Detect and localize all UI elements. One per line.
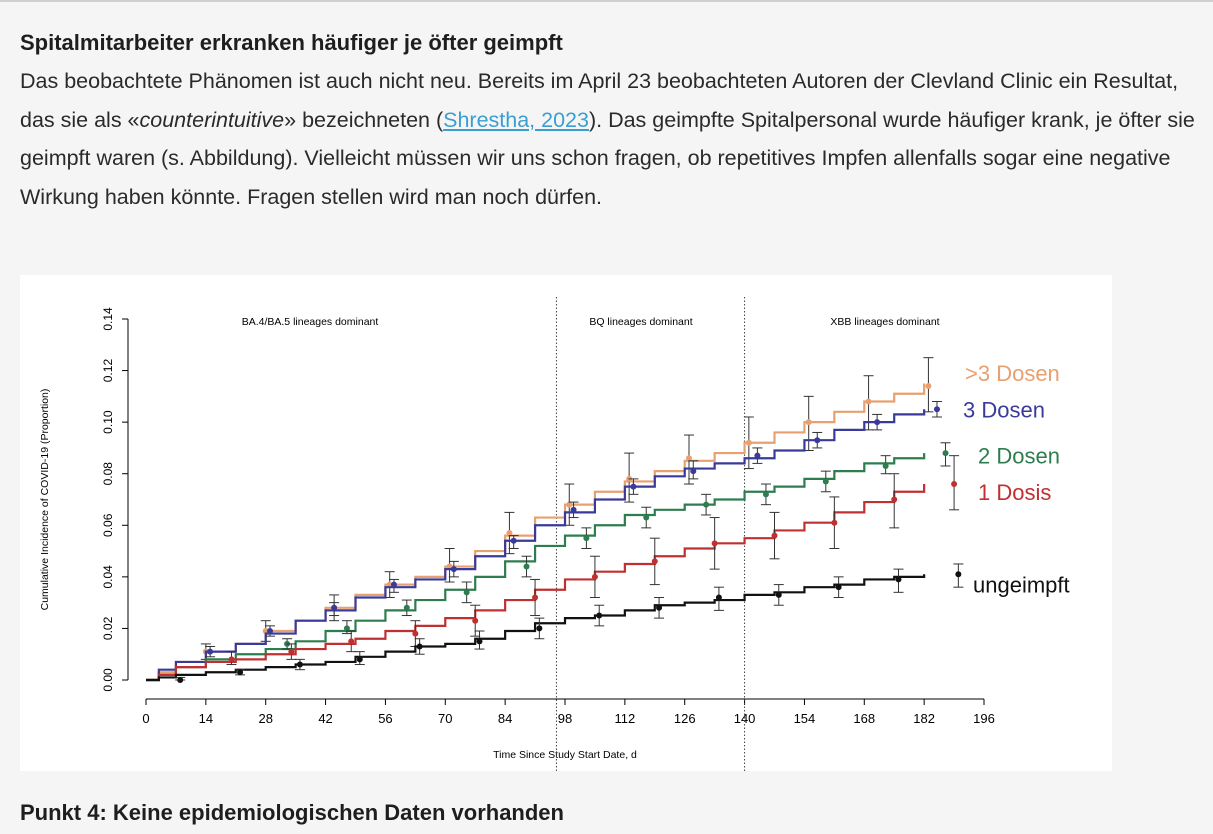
data-point: [207, 649, 213, 655]
x-tick-label: 154: [793, 711, 816, 726]
data-point: [823, 478, 829, 484]
data-point: [643, 515, 649, 521]
data-point: [288, 649, 294, 655]
x-tick-label: 98: [557, 711, 573, 726]
data-point: [754, 453, 760, 459]
section-heading: Punkt 4: Keine epidemiologischen Daten vorhanden: [20, 800, 564, 825]
data-point: [476, 638, 482, 644]
data-point: [177, 677, 183, 683]
data-point: [712, 540, 718, 546]
data-point: [404, 605, 410, 611]
series-label: 1 Dosis: [978, 479, 1052, 505]
x-tick-label: 28: [258, 711, 273, 726]
data-point: [331, 605, 337, 611]
y-tick-label: 0.06: [101, 513, 115, 537]
period-label: BQ lineages dominant: [589, 316, 693, 328]
data-point: [532, 594, 538, 600]
data-point: [716, 594, 722, 600]
data-point: [836, 584, 842, 590]
data-point: [943, 450, 949, 456]
data-point: [806, 419, 812, 425]
chart-figure: [20, 275, 1112, 771]
data-point: [951, 481, 957, 487]
data-point: [690, 468, 696, 474]
data-point: [229, 656, 235, 662]
data-point: [652, 558, 658, 564]
data-point: [571, 507, 577, 513]
top-divider: [0, 0, 1213, 2]
y-axis-title: Cumulative Incidence of COVID-19 (Proportion): [39, 388, 51, 611]
series-3: [146, 456, 959, 680]
data-point: [763, 491, 769, 497]
data-point: [451, 566, 457, 572]
data-point: [472, 618, 478, 624]
series-4: [146, 564, 963, 683]
data-point: [831, 520, 837, 526]
data-point: [267, 628, 273, 634]
data-point: [814, 437, 820, 443]
x-tick-label: 182: [913, 711, 935, 726]
data-point: [656, 605, 662, 611]
y-tick-label: 0.12: [101, 358, 115, 383]
data-point: [934, 406, 940, 412]
data-point: [772, 533, 778, 539]
x-tick-label: 196: [973, 711, 995, 726]
x-tick-label: 84: [497, 711, 513, 726]
paragraph-text-1: Das beobachtete Phänomen ist auch nicht neu. Bereits im April 23 beobachteten Autoren der Clevland Clinic ein Resultat, das sie als «: [20, 69, 1179, 132]
x-tick-label: 56: [378, 711, 393, 726]
data-point: [391, 582, 397, 588]
data-point: [955, 571, 961, 577]
y-tick-label: 0.14: [101, 307, 115, 331]
data-point: [895, 576, 901, 582]
x-tick-label: 0: [142, 711, 150, 726]
data-point: [412, 631, 418, 637]
article-heading: Spitalmitarbeiter erkranken häufiger je öfter geimpft: [20, 30, 563, 55]
x-tick-label: 42: [318, 711, 333, 726]
x-tick-label: 70: [438, 711, 453, 726]
data-point: [237, 669, 243, 675]
data-point: [297, 662, 303, 668]
y-tick-label: 0.02: [101, 616, 115, 641]
data-point: [703, 502, 709, 508]
series-label: 2 Dosen: [978, 443, 1060, 469]
x-axis-title: Time Since Study Start Date, d: [493, 749, 637, 761]
data-point: [536, 625, 542, 631]
series-label: 3 Dosen: [963, 397, 1045, 423]
data-point: [511, 538, 517, 544]
data-point: [925, 383, 931, 389]
series-label: >3 Dosen: [965, 361, 1060, 387]
data-point: [596, 613, 602, 619]
data-point: [746, 440, 752, 446]
data-point: [866, 399, 872, 405]
article: [20, 30, 1200, 216]
x-tick-label: 14: [198, 711, 214, 726]
paragraph-emphasis: counterintuitive: [139, 107, 285, 132]
data-point: [891, 497, 897, 503]
data-point: [776, 592, 782, 598]
data-point: [524, 564, 530, 570]
x-tick-label: 112: [614, 711, 636, 726]
data-point: [348, 638, 354, 644]
series-line: [146, 453, 924, 680]
article-paragraph: [20, 62, 1200, 216]
x-tick-label: 126: [673, 711, 696, 726]
series-label: ungeimpft: [973, 572, 1070, 598]
data-point: [874, 419, 880, 425]
y-tick-label: 0.04: [101, 565, 115, 589]
shrestha-citation-link[interactable]: Shrestha, 2023: [443, 107, 589, 132]
data-point: [357, 656, 363, 662]
y-tick-label: 0.08: [101, 462, 115, 486]
data-point: [630, 484, 636, 490]
data-point: [417, 643, 423, 649]
x-tick-label: 168: [853, 711, 876, 726]
series-line: [146, 409, 924, 680]
x-tick-label: 140: [733, 711, 756, 726]
series-1: [146, 402, 942, 680]
data-point: [583, 535, 589, 541]
paragraph-text-3: ). Das geimpfte Spitalpersonal wurde häufiger krank, je öfter sie geimpft waren (s. Abbildung). Vielleicht müssen wir uns schon fragen, ob repetitives Impfen allenfalls sogar eine negative Wirkung haben könnte. Fragen stellen wird man noch dürfen.: [20, 107, 1195, 209]
data-point: [592, 574, 598, 580]
y-tick-label: 0.10: [101, 410, 115, 434]
data-point: [464, 589, 470, 595]
period-label: XBB lineages dominant: [830, 316, 940, 328]
paragraph-text-2: » bezeichneten (: [284, 107, 444, 132]
y-tick-label: 0.00: [101, 668, 115, 692]
incidence-chart: [20, 275, 1112, 771]
data-point: [883, 463, 889, 469]
period-label: BA.4/BA.5 lineages dominant: [241, 316, 379, 328]
